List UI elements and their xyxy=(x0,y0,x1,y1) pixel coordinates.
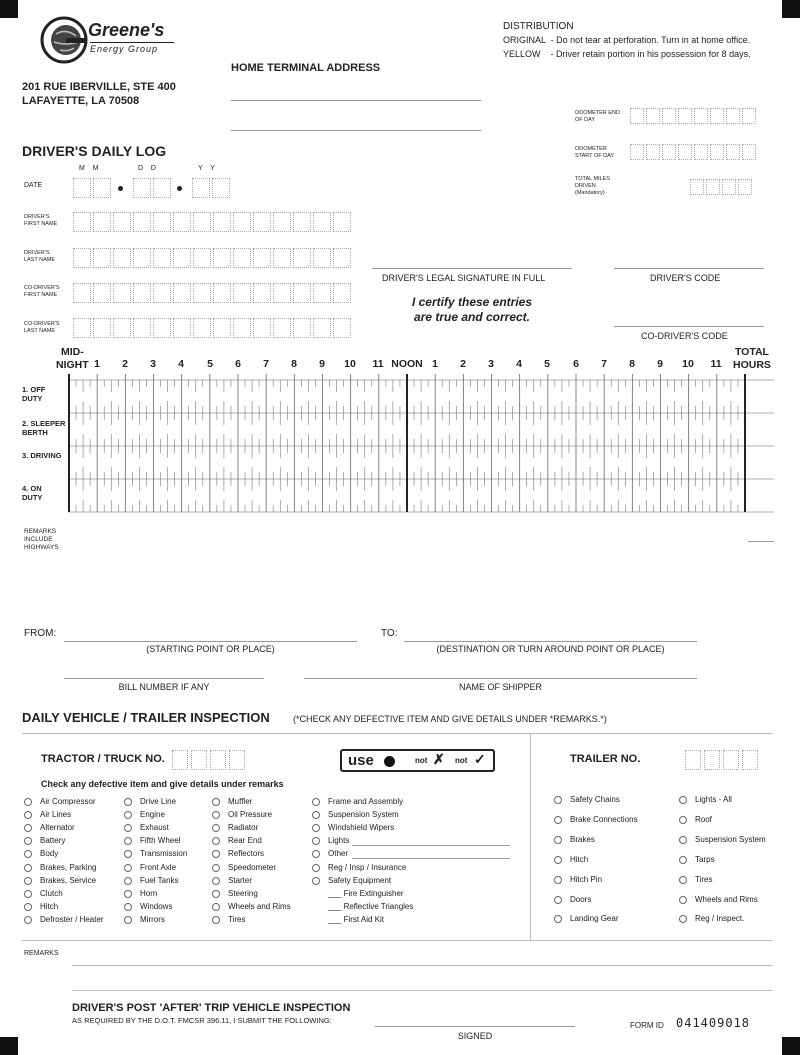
registration-mark xyxy=(0,0,18,18)
remarks-line-1[interactable] xyxy=(72,965,772,966)
radio-icon[interactable] xyxy=(124,850,132,858)
hour-label: 2 xyxy=(122,358,128,370)
radio-icon[interactable] xyxy=(24,877,32,885)
check-item[interactable]: Wheels and Rims xyxy=(679,895,758,904)
inspection-subtitle: (*CHECK ANY DEFECTIVE ITEM AND GIVE DETAILS UNDER *REMARKS.*) xyxy=(293,714,607,724)
radio-icon[interactable] xyxy=(554,876,562,884)
inspection-remarks-label: REMARKS xyxy=(24,950,59,957)
check-note: Check any defective item and give details under remarks xyxy=(41,779,284,789)
date-label: DATE xyxy=(24,182,43,189)
hour-label: 10 xyxy=(344,358,356,370)
check-item[interactable]: Other xyxy=(312,849,348,858)
check-item[interactable]: Radiator xyxy=(212,823,258,832)
radio-icon[interactable] xyxy=(554,856,562,864)
radio-icon[interactable] xyxy=(212,916,220,924)
form-id-value: 041409018 xyxy=(676,1016,751,1030)
hour-label: 8 xyxy=(291,358,297,370)
shipper-label: NAME OF SHIPPER xyxy=(458,682,542,692)
radio-icon[interactable] xyxy=(312,798,320,806)
radio-icon[interactable] xyxy=(24,798,32,806)
odometer-start-field[interactable] xyxy=(630,144,758,160)
hour-label: 2 xyxy=(460,358,466,370)
check-item[interactable]: Horn xyxy=(124,889,157,898)
radio-icon[interactable] xyxy=(124,864,132,872)
check-item[interactable]: Air Lines xyxy=(24,810,71,819)
tractor-label: TRACTOR / TRUCK NO. xyxy=(41,753,165,765)
check-item[interactable]: Lights - All xyxy=(679,795,732,804)
address-line-1: 201 RUE IBERVILLE, STE 400 xyxy=(22,81,176,93)
radio-icon[interactable] xyxy=(24,850,32,858)
remarks-highways-label: REMARKS INCLUDE HIGHWAYS xyxy=(24,528,59,551)
remarks-total-line[interactable] xyxy=(748,541,774,542)
check-item[interactable]: Mirrors xyxy=(124,915,165,924)
date-separator xyxy=(177,186,182,191)
row-label-on-duty: 4. ON DUTY xyxy=(22,484,43,502)
radio-icon[interactable] xyxy=(124,824,132,832)
remarks-line-2[interactable] xyxy=(72,990,772,991)
driver-first-field[interactable] xyxy=(73,212,353,232)
radio-icon[interactable] xyxy=(24,811,32,819)
registration-mark xyxy=(782,1037,800,1055)
signature-line[interactable] xyxy=(372,268,572,269)
check-item[interactable]: Roof xyxy=(679,815,712,824)
tractor-number-field[interactable] xyxy=(172,750,248,770)
log-title: DRIVER'S DAILY LOG xyxy=(22,143,167,159)
home-terminal-line-1[interactable] xyxy=(231,100,481,101)
certify-line-1: I certify these entries xyxy=(411,295,533,309)
inspection-title: DAILY VEHICLE / TRAILER INSPECTION xyxy=(22,710,270,725)
inspection-divider xyxy=(530,733,531,940)
lights-detail-line[interactable] xyxy=(352,845,510,846)
hour-label: 1 xyxy=(94,358,100,370)
date-separator xyxy=(118,186,123,191)
radio-icon[interactable] xyxy=(124,837,132,845)
noon-label: NOON xyxy=(391,358,423,370)
radio-icon[interactable] xyxy=(24,837,32,845)
hour-label: 9 xyxy=(319,358,325,370)
year-field[interactable] xyxy=(192,178,232,198)
check-item[interactable]: Transmission xyxy=(124,849,187,858)
post-trip-subtitle: AS REQUIRED BY THE D.O.T. FMCSR 396.11, I SUBMIT THE FOLLOWING: xyxy=(72,1016,332,1025)
check-item[interactable]: Drive Line xyxy=(124,797,176,806)
check-item[interactable]: Reg / Inspect. xyxy=(679,914,744,923)
inspection-top-rule xyxy=(22,733,772,734)
check-item[interactable]: Safety Chains xyxy=(554,795,620,804)
radio-icon[interactable] xyxy=(679,876,687,884)
safety-sub-item[interactable]: ___ Fire Extinguisher xyxy=(328,889,404,898)
check-item[interactable]: Safety Equipment xyxy=(312,876,391,885)
codriver-last-field[interactable] xyxy=(73,318,353,338)
radio-icon[interactable] xyxy=(24,890,32,898)
check-item[interactable]: Windows xyxy=(124,902,172,911)
check-item[interactable]: Brakes, Parking xyxy=(24,863,96,872)
radio-icon[interactable] xyxy=(212,903,220,911)
check-item[interactable]: Doors xyxy=(554,895,591,904)
not-label: not xyxy=(455,756,468,765)
check-item[interactable]: Brake Connections xyxy=(554,815,638,824)
codriver-first-label: CO-DRIVER'S FIRST NAME xyxy=(24,285,60,298)
use-legend xyxy=(340,749,495,772)
distribution-original: ORIGINAL - Do not tear at perforation. Turn in at home office. xyxy=(503,35,751,45)
check-item[interactable]: Fuel Tanks xyxy=(124,876,179,885)
check-item[interactable]: Air Compressor xyxy=(24,797,96,806)
radio-icon[interactable] xyxy=(554,796,562,804)
safety-sub-item[interactable]: ___ Reflective Triangles xyxy=(328,902,414,911)
signed-label: SIGNED xyxy=(457,1031,493,1041)
radio-icon[interactable] xyxy=(679,796,687,804)
driver-last-field[interactable] xyxy=(73,248,353,268)
check-item[interactable]: Steering xyxy=(212,889,258,898)
month-field[interactable] xyxy=(73,178,113,198)
check-item[interactable]: Defroster / Heater xyxy=(24,915,104,924)
hour-label: 7 xyxy=(601,358,607,370)
row-label-driving: 3. DRIVING xyxy=(22,451,62,460)
home-terminal-label: HOME TERMINAL ADDRESS xyxy=(231,62,381,74)
radio-icon[interactable] xyxy=(212,877,220,885)
hour-label: 8 xyxy=(629,358,635,370)
odometer-end-label: ODOMETER END OF DAY xyxy=(575,110,620,123)
radio-icon[interactable] xyxy=(554,836,562,844)
hour-label: 9 xyxy=(657,358,663,370)
trailer-number-field[interactable] xyxy=(685,750,761,770)
check-item[interactable]: Hitch xyxy=(24,902,58,911)
to-line[interactable] xyxy=(404,641,697,642)
destination-label: (DESTINATION OR TURN AROUND POINT OR PLACE) xyxy=(436,644,665,654)
signature-label: DRIVER'S LEGAL SIGNATURE IN FULL xyxy=(382,273,546,283)
check-item[interactable]: Reflectors xyxy=(212,849,264,858)
starting-point-label: (STARTING POINT OR PLACE) xyxy=(146,644,275,654)
filled-circle-icon xyxy=(384,756,395,767)
check-item[interactable]: Hitch xyxy=(554,855,588,864)
radio-icon[interactable] xyxy=(24,903,32,911)
total-miles-label: TOTAL MILES DRIVEN (Mandatory) xyxy=(575,176,611,196)
radio-icon[interactable] xyxy=(312,877,320,885)
radio-icon[interactable] xyxy=(124,798,132,806)
radio-icon[interactable] xyxy=(124,890,132,898)
hour-label: 11 xyxy=(372,358,384,370)
radio-icon[interactable] xyxy=(24,824,32,832)
radio-icon[interactable] xyxy=(124,811,132,819)
radio-icon[interactable] xyxy=(679,836,687,844)
hour-label: 11 xyxy=(710,358,722,370)
check-item[interactable]: Muffler xyxy=(212,797,252,806)
radio-icon[interactable] xyxy=(212,864,220,872)
check-item[interactable]: Starter xyxy=(212,876,252,885)
codriver-code-label: CO-DRIVER'S CODE xyxy=(641,331,728,341)
hour-label: 7 xyxy=(263,358,269,370)
driver-code-label: DRIVER'S CODE xyxy=(650,273,721,283)
check-item[interactable]: Suspension System xyxy=(312,810,399,819)
check-item[interactable]: Brakes xyxy=(554,835,595,844)
total-miles-field[interactable] xyxy=(690,179,754,195)
certify-line-2: are true and correct. xyxy=(413,310,531,324)
row-label-sleeper: 2. SLEEPER BERTH xyxy=(22,419,66,437)
check-item[interactable]: Front Axle xyxy=(124,863,176,872)
hour-label: 5 xyxy=(207,358,213,370)
row-label-off-duty: 1. OFF DUTY xyxy=(22,385,46,403)
registration-mark xyxy=(782,0,800,18)
radio-icon[interactable] xyxy=(312,824,320,832)
to-label: TO: xyxy=(381,628,398,639)
radio-icon[interactable] xyxy=(212,890,220,898)
month-hint: M M xyxy=(79,165,99,172)
radio-icon[interactable] xyxy=(24,864,32,872)
hour-grid[interactable] xyxy=(0,370,800,515)
hour-label: 3 xyxy=(488,358,494,370)
radio-icon[interactable] xyxy=(679,816,687,824)
radio-icon[interactable] xyxy=(554,896,562,904)
radio-icon[interactable] xyxy=(212,798,220,806)
hour-label: 4 xyxy=(516,358,522,370)
driver-last-label: DRIVER'S LAST NAME xyxy=(24,250,56,263)
check-item[interactable]: Tires xyxy=(212,915,245,924)
trailer-label: TRAILER NO. xyxy=(570,753,641,765)
globe-g-icon xyxy=(40,16,88,64)
radio-icon[interactable] xyxy=(24,916,32,924)
hour-label: 4 xyxy=(178,358,184,370)
radio-icon[interactable] xyxy=(124,877,132,885)
year-hint: Y Y xyxy=(198,165,215,172)
radio-icon[interactable] xyxy=(679,915,687,923)
odometer-start-label: ODOMETER START OF DAY xyxy=(575,146,615,159)
from-line[interactable] xyxy=(64,641,357,642)
radio-icon[interactable] xyxy=(124,916,132,924)
radio-icon[interactable] xyxy=(212,824,220,832)
radio-icon[interactable] xyxy=(679,856,687,864)
codriver-last-label: CO-DRIVER'S LAST NAME xyxy=(24,321,60,334)
radio-icon[interactable] xyxy=(212,850,220,858)
check-item[interactable]: Tarps xyxy=(679,855,715,864)
total-hours-label: TOTAL HOURS xyxy=(733,346,771,371)
odometer-end-field[interactable] xyxy=(630,108,758,124)
check-item[interactable]: Body xyxy=(24,849,58,858)
radio-icon[interactable] xyxy=(124,903,132,911)
hour-label: 5 xyxy=(544,358,550,370)
other-detail-line[interactable] xyxy=(352,858,510,859)
x-mark-icon: ✗ xyxy=(433,751,445,767)
distribution-yellow: YELLOW - Driver retain portion in his possession for 8 days. xyxy=(503,49,751,59)
hour-label: 10 xyxy=(682,358,694,370)
codriver-code-line[interactable] xyxy=(614,326,764,327)
radio-icon[interactable] xyxy=(554,816,562,824)
registration-mark xyxy=(0,1037,18,1055)
logo-subtitle: Energy Group xyxy=(90,42,174,54)
day-hint: D D xyxy=(138,165,156,172)
check-item[interactable]: Oil Pressure xyxy=(212,810,272,819)
not-label: not xyxy=(415,756,428,765)
bill-number-line[interactable] xyxy=(64,678,264,679)
inspection-bottom-rule xyxy=(22,940,772,941)
check-item[interactable]: Battery xyxy=(24,836,65,845)
distribution-title: DISTRIBUTION xyxy=(503,21,574,32)
check-item[interactable]: Exhaust xyxy=(124,823,169,832)
day-field[interactable] xyxy=(133,178,173,198)
grid-start-label: MID- NIGHT xyxy=(56,346,89,371)
check-item[interactable]: Brakes, Service xyxy=(24,876,96,885)
radio-icon[interactable] xyxy=(312,837,320,845)
hour-label: 1 xyxy=(432,358,438,370)
check-item[interactable]: Windshield Wipers xyxy=(312,823,394,832)
check-item[interactable]: Frame and Assembly xyxy=(312,797,403,806)
post-trip-title: DRIVER'S POST 'AFTER' TRIP VEHICLE INSPECTION xyxy=(72,1002,351,1014)
codriver-first-field[interactable] xyxy=(73,283,353,303)
driver-first-label: DRIVER'S FIRST NAME xyxy=(24,214,58,227)
check-item[interactable]: Wheels and Rims xyxy=(212,902,291,911)
shipper-line[interactable] xyxy=(304,678,697,679)
radio-icon[interactable] xyxy=(312,864,320,872)
check-item[interactable]: Fifth Wheel xyxy=(124,836,180,845)
check-item[interactable]: Rear End xyxy=(212,836,262,845)
radio-icon[interactable] xyxy=(554,915,562,923)
check-item[interactable]: Reg / Insp / Insurance xyxy=(312,863,406,872)
check-item[interactable]: Alternator xyxy=(24,823,75,832)
from-label: FROM: xyxy=(24,628,57,639)
check-item[interactable]: Speedometer xyxy=(212,863,276,872)
check-item[interactable]: Landing Gear xyxy=(554,914,618,923)
bill-number-label: BILL NUMBER IF ANY xyxy=(118,682,210,692)
radio-icon[interactable] xyxy=(679,896,687,904)
driver-code-line[interactable] xyxy=(614,268,764,269)
logo-name: Greene's xyxy=(88,20,165,40)
radio-icon[interactable] xyxy=(312,850,320,858)
address-line-2: LAFAYETTE, LA 70508 xyxy=(22,95,140,107)
check-item[interactable]: Tires xyxy=(679,875,712,884)
check-item[interactable]: Engine xyxy=(124,810,165,819)
use-label: use xyxy=(348,752,374,769)
check-item[interactable]: Hitch Pin xyxy=(554,875,602,884)
safety-sub-item[interactable]: ___ First Aid Kit xyxy=(328,915,385,924)
hour-label: 6 xyxy=(235,358,241,370)
check-item[interactable]: Lights xyxy=(312,836,349,845)
company-logo xyxy=(40,16,180,66)
hour-label: 6 xyxy=(573,358,579,370)
form-id-label: FORM ID xyxy=(630,1021,664,1030)
signed-line[interactable] xyxy=(375,1026,575,1027)
radio-icon[interactable] xyxy=(312,811,320,819)
radio-icon[interactable] xyxy=(212,811,220,819)
checkmark-icon: ✓ xyxy=(474,751,486,767)
home-terminal-line-2[interactable] xyxy=(231,130,481,131)
check-item[interactable]: Clutch xyxy=(24,889,63,898)
radio-icon[interactable] xyxy=(212,837,220,845)
hour-label: 3 xyxy=(150,358,156,370)
check-item[interactable]: Suspension System xyxy=(679,835,766,844)
